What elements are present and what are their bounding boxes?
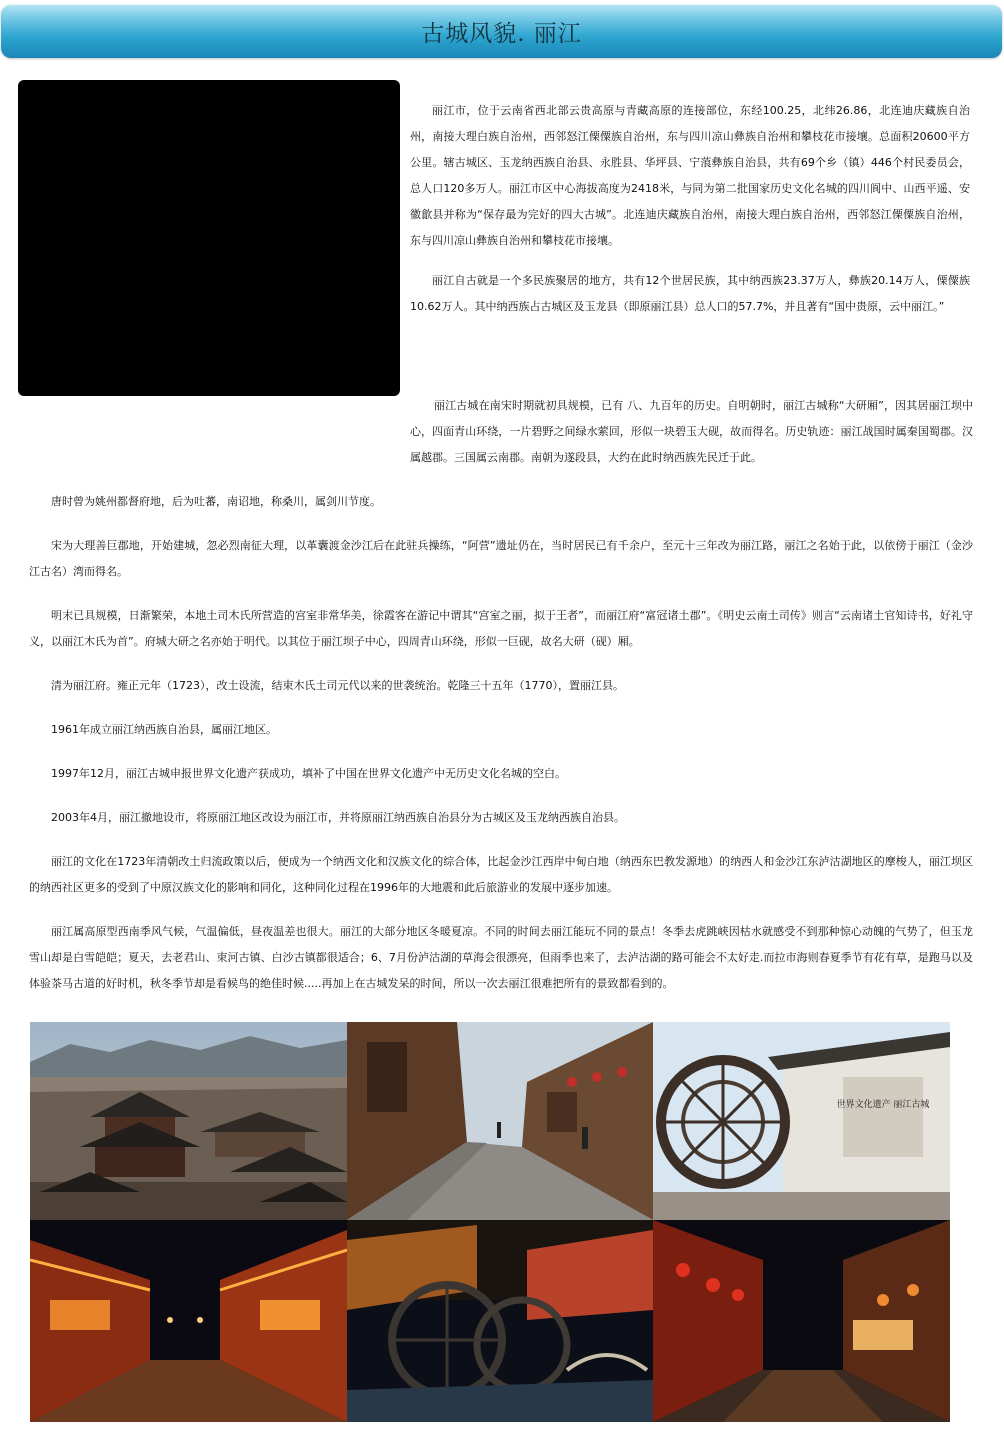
- night-canal-photo: [653, 1220, 950, 1422]
- intro-text: [410, 98, 970, 334]
- page-header: [1, 4, 1002, 58]
- paragraph: 丽江市，位于云南省西北部云贵高原与青藏高原的连接部位，东经100.25，北纬26.86，北连迪庆藏族自治州，南接大理白族自治州，西邻怒江傈僳族自治州，东与四川凉山彝族自治州和攀枝花市接壤。总面积20600平方公里。辖古城区、玉龙纳西族自治县、永胜县、华坪县、宁蒗彝族自治县，共有69个乡（镇）446个村民委员会，总人口120多万人。丽江市区中心海拔高度为2418米，与同为第二批国家历史文化名城的四川阆中、山西平遥、安徽歙县并称为“保存最为完好的四大古城”。北连迪庆藏族自治州，南接大理白族自治州，西邻怒江傈僳族自治州，东与四川凉山彝族自治州和攀枝花市接壤。: [410, 104, 970, 247]
- paragraph: 丽江属高原型西南季风气候，气温偏低，昼夜温差也很大。丽江的大部分地区冬暖夏凉。不同的时间去丽江能玩不同的景点！冬季去虎跳峡因枯水就感受不到那种惊心动魄的气势了，但玉龙雪山却是白雪皑皑；夏天，去老君山、束河古镇、白沙古镇都很适合；6、7月份泸沽湖的草海会很漂亮，但雨季也来了，去泸沽湖的路可能会不太好走.而拉市海则春夏季节有花有草，是跑马以及体验茶马古道的好时机，秋冬季节却是看候鸟的绝佳时候.....再加上在古城发呆的时间，所以一次去丽江很难把所有的景致都看到的。: [29, 925, 973, 990]
- old-street-photo: [347, 1022, 653, 1220]
- paragraph: 丽江自古就是一个多民族聚居的地方，共有12个世居民族，其中纳西族23.37万人，彝族20.14万人，傈僳族10.62万人。其中纳西族占古城区及玉龙县（即原丽江县）总人口的57.7%，并且著有“国中贵原，云中丽江。”: [410, 274, 970, 313]
- paragraph: 唐时曾为姚州都督府地，后为吐蕃，南诏地，称桑川，属剑川节度。: [51, 495, 381, 508]
- gate-inscription: 世界文化遗产 丽江古城: [836, 1100, 930, 1110]
- night-waterwheel-photo: [347, 1220, 653, 1422]
- paragraph: 丽江古城在南宋时期就初具规模，已有 八、九百年的历史。自明朝时，丽江古城称“大研厢”，因其居丽江坝中心，四面青山环绕，一片碧野之间绿水萦回，形似一块碧玉大砚，故而得名。历史轨迹：丽江战国时属秦国蜀郡。汉属越郡。三国属云南郡。南朝为遂段县，大约在此时纳西族先民迁于此。: [410, 399, 973, 464]
- paragraph: 1961年成立丽江纳西族自治县，属丽江地区。: [51, 723, 277, 736]
- photo-gallery: [30, 1022, 950, 1422]
- lijiang-rooftops-photo: [30, 1022, 347, 1220]
- article-body: [29, 393, 973, 1015]
- paragraph: 丽江的文化在1723年清朝改土归流政策以后，便成为一个纳西文化和汉族文化的综合体，比起金沙江西岸中甸白地（纳西东巴教发源地）的纳西人和金沙江东泸沽湖地区的摩梭人，丽江坝区的纳西社区更多的受到了中原汉族文化的影响和同化，这种同化过程在1996年的大地震和此后旅游业的发展中逐步加速。: [29, 855, 973, 894]
- waterwheel-gate-photo: [653, 1022, 950, 1220]
- page-title: 古城风貌. 丽江: [421, 20, 582, 47]
- paragraph: 明末已具规模，日渐繁荣，本地土司木氏所营造的宫室非常华美，徐霞客在游记中谓其“宫室之丽，拟于王者”，而丽江府“富冠诸土郡”。《明史云南土司传》则言“云南诸土官知诗书，好礼守义，以丽江木氏为首”。府城大研之名亦始于明代。以其位于丽江坝子中心，四周青山环绕，形似一巨砚，故名大研（砚）厢。: [29, 609, 973, 648]
- paragraph: 宋为大理善巨郡地，开始建城，忽必烈南征大理，以革囊渡金沙江后在此驻兵操练，“阿营”遗址仍在，当时居民已有千余户，至元十三年改为丽江路，丽江之名始于此，以依傍于丽江（金沙江古名）湾而得名。: [29, 539, 973, 578]
- paragraph: 2003年4月，丽江撤地设市，将原丽江地区改设为丽江市，并将原丽江纳西族自治县分为古城区及玉龙纳西族自治县。: [51, 811, 625, 824]
- paragraph: 清为丽江府。雍正元年（1723），改土设流，结束木氏土司元代以来的世袭统治。乾隆三十五年（1770），置丽江县。: [51, 679, 624, 692]
- night-street-photo: [30, 1220, 347, 1422]
- paragraph: 1997年12月，丽江古城申报世界文化遗产获成功，填补了中国在世界文化遗产中无历史文化名城的空白。: [51, 767, 566, 780]
- video-player[interactable]: [18, 80, 400, 396]
